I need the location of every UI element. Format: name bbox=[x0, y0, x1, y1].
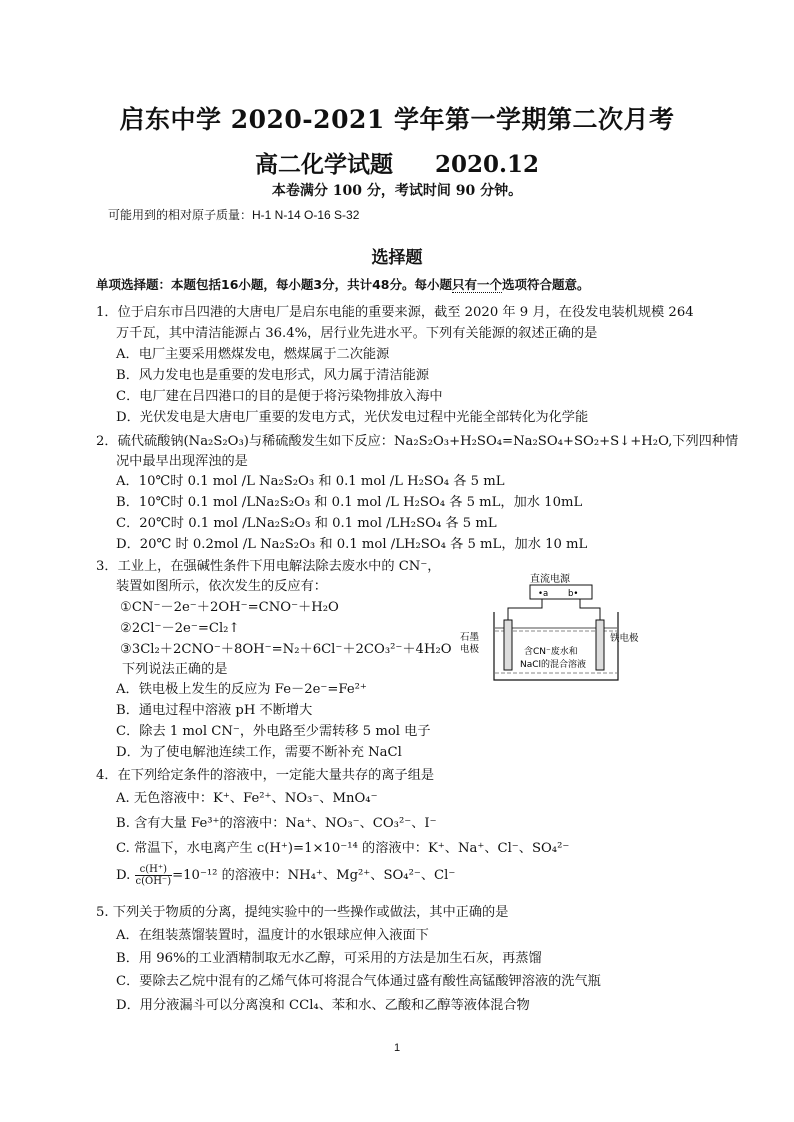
q1-option-a: A．电厂主要采用燃煤发电，燃煤属于二次能源 bbox=[116, 347, 390, 362]
atomic-masses: 可能用到的相对原子质量：H-1 N-14 O-16 S-32 bbox=[108, 208, 360, 222]
exam-title: 启东中学 2020-2021 学年第一学期第二次月考 bbox=[119, 105, 675, 134]
terminal-b-label: b• bbox=[568, 589, 579, 599]
q4-option-a: A. 无色溶液中：K⁺、Fe²⁺、NO₃⁻、MnO₄⁻ bbox=[116, 791, 378, 806]
graphite-electrode bbox=[504, 620, 512, 670]
q4-option-d bbox=[116, 864, 455, 887]
solution-label-line1: 含CN⁻废水和 bbox=[524, 647, 578, 657]
electrolysis-diagram bbox=[458, 568, 644, 686]
q4-d-fraction bbox=[135, 864, 173, 887]
solution-label-line2: NaCl的混合溶液 bbox=[520, 660, 587, 670]
exam-info: 本卷满分 100 分，考试时间 90 分钟。 bbox=[271, 183, 523, 199]
q1-option-d: D．光伏发电是大唐电厂重要的发电方式，光伏发电过程中光能全部转化为化学能 bbox=[116, 410, 589, 425]
q5-option-d: D．用分液漏斗可以分离溴和 CCl₄、苯和水、乙酸和乙醇等液体混合物 bbox=[116, 998, 530, 1013]
instr-part-b: 选项符合题意。 bbox=[502, 277, 590, 292]
q3-option-d: D．为了使电解池连续工作，需要不断补充 NaCl bbox=[116, 745, 402, 760]
q4-d-numerator: c(H⁺) bbox=[135, 864, 173, 876]
iron-electrode bbox=[596, 620, 604, 670]
q3-stem-line2: 装置如图所示，依次发生的反应有： bbox=[116, 579, 327, 594]
q5-option-a: A．在组装蒸馏装置时，温度计的水银球应伸入液面下 bbox=[116, 928, 429, 943]
q3-stem-line3: 下列说法正确的是 bbox=[122, 662, 228, 677]
q5-option-c: C．要除去乙烷中混有的乙烯气体可将混合气体通过盛有酸性高锰酸钾溶液的洗气瓶 bbox=[116, 974, 601, 989]
q1-stem-line2: 万千瓦，其中清洁能源占 36.4%，居行业先进水平。下列有关能源的叙述正确的是 bbox=[116, 326, 598, 341]
page-number: 1 bbox=[393, 1042, 401, 1054]
q5-option-b: B．用 96%的工业酒精制取无水乙醇，可采用的方法是加生石灰，再蒸馏 bbox=[116, 951, 542, 966]
terminal-a-label: •a bbox=[538, 589, 549, 599]
q3-reaction-1: ①CN⁻－2e⁻＋2OH⁻=CNO⁻＋H₂O bbox=[120, 600, 339, 615]
graphite-label-line2: 电极 bbox=[460, 644, 480, 655]
q4-d-denominator: c(OH⁻) bbox=[135, 876, 172, 887]
q4-option-c: C. 常温下，水电离产生 c(H⁺)=1×10⁻¹⁴ 的溶液中：K⁺、Na⁺、Cl⁻、SO₄²⁻ bbox=[116, 841, 570, 856]
iron-electrode-label: 铁电极 bbox=[610, 633, 639, 644]
q2-stem-line2: 况中最早出现浑浊的是 bbox=[116, 454, 248, 469]
q4-option-b: B. 含有大量 Fe³⁺的溶液中：Na⁺、NO₃⁻、CO₃²⁻、I⁻ bbox=[116, 816, 437, 831]
q3-option-a: A．铁电极上发生的反应为 Fe－2e⁻=Fe²⁺ bbox=[116, 682, 367, 697]
q2-option-b: B．10℃时 0.1 mol /LNa₂S₂O₃ 和 0.1 mol /L H₂SO₄ 各 5 mL，加水 10mL bbox=[116, 495, 583, 510]
q4-stem: 4．在下列给定条件的溶液中，一定能大量共存的离子组是 bbox=[96, 768, 435, 783]
q1-stem-line1: 1．位于启东市吕四港的大唐电厂是启东电能的重要来源，截至 2020 年 9 月，在役发电装机规模 264 bbox=[96, 305, 694, 320]
q3-reaction-2: ②2Cl⁻－2e⁻=Cl₂↑ bbox=[120, 621, 240, 636]
q5-stem: 5. 下列关于物质的分离，提纯实验中的一些操作或做法，其中正确的是 bbox=[96, 905, 509, 920]
subject-title: 高二化学试题 bbox=[254, 151, 393, 178]
q3-option-b: B．通电过程中溶液 pH 不断增大 bbox=[116, 703, 313, 718]
instr-part-a: 单项选择题：本题包括16小题，每小题3分，共计48分。每小题 bbox=[96, 277, 452, 292]
q2-option-a: A．10℃时 0.1 mol /L Na₂S₂O₃ 和 0.1 mol /L H₂SO₄ 各 5 mL bbox=[116, 474, 505, 489]
q4-d-rest: =10⁻¹² 的溶液中：NH₄⁺、Mg²⁺、SO₄²⁻、Cl⁻ bbox=[172, 868, 456, 883]
exam-date: 2020.12 bbox=[434, 151, 540, 178]
q3-option-c: C．除去 1 mol CN⁻，外电路至少需转移 5 mol 电子 bbox=[116, 724, 431, 739]
wire-a bbox=[508, 599, 542, 620]
q3-stem-line1: 3．工业上，在强碱性条件下用电解法除去废水中的 CN⁻， bbox=[96, 559, 441, 574]
instr-emphasis: 只有一个 bbox=[452, 277, 503, 292]
q1-option-c: C．电厂建在吕四港口的目的是便于将污染物排放入海中 bbox=[116, 389, 443, 404]
q2-option-d: D．20℃ 时 0.2mol /L Na₂S₂O₃ 和 0.1 mol /LH₂SO₄ 各 5 mL，加水 10 mL bbox=[116, 537, 588, 552]
graphite-label-line1: 石墨 bbox=[460, 632, 480, 643]
q1-option-b: B．风力发电也是重要的发电形式，风力属于清洁能源 bbox=[116, 368, 430, 383]
section-title: 选择题 bbox=[371, 248, 423, 268]
q4-d-prefix: D. bbox=[116, 868, 131, 883]
q3-reaction-3: ③3Cl₂＋2CNO⁻＋8OH⁻=N₂＋6Cl⁻＋2CO₃²⁻＋4H₂O bbox=[120, 642, 452, 657]
power-supply-label: 直流电源 bbox=[530, 574, 570, 585]
exam-subtitle bbox=[0, 146, 794, 179]
q2-option-c: C．20℃时 0.1 mol /LNa₂S₂O₃ 和 0.1 mol /LH₂SO₄ 各 5 mL bbox=[116, 516, 497, 531]
q2-stem-line1: 2．硫代硫酸钠(Na₂S₂O₃)与稀硫酸发生如下反应：Na₂S₂O₃+H₂SO₄=Na₂SO₄+SO₂+S↓+H₂O,下列四种情 bbox=[96, 434, 739, 449]
wire-b bbox=[580, 599, 600, 620]
section-instructions bbox=[96, 275, 590, 293]
